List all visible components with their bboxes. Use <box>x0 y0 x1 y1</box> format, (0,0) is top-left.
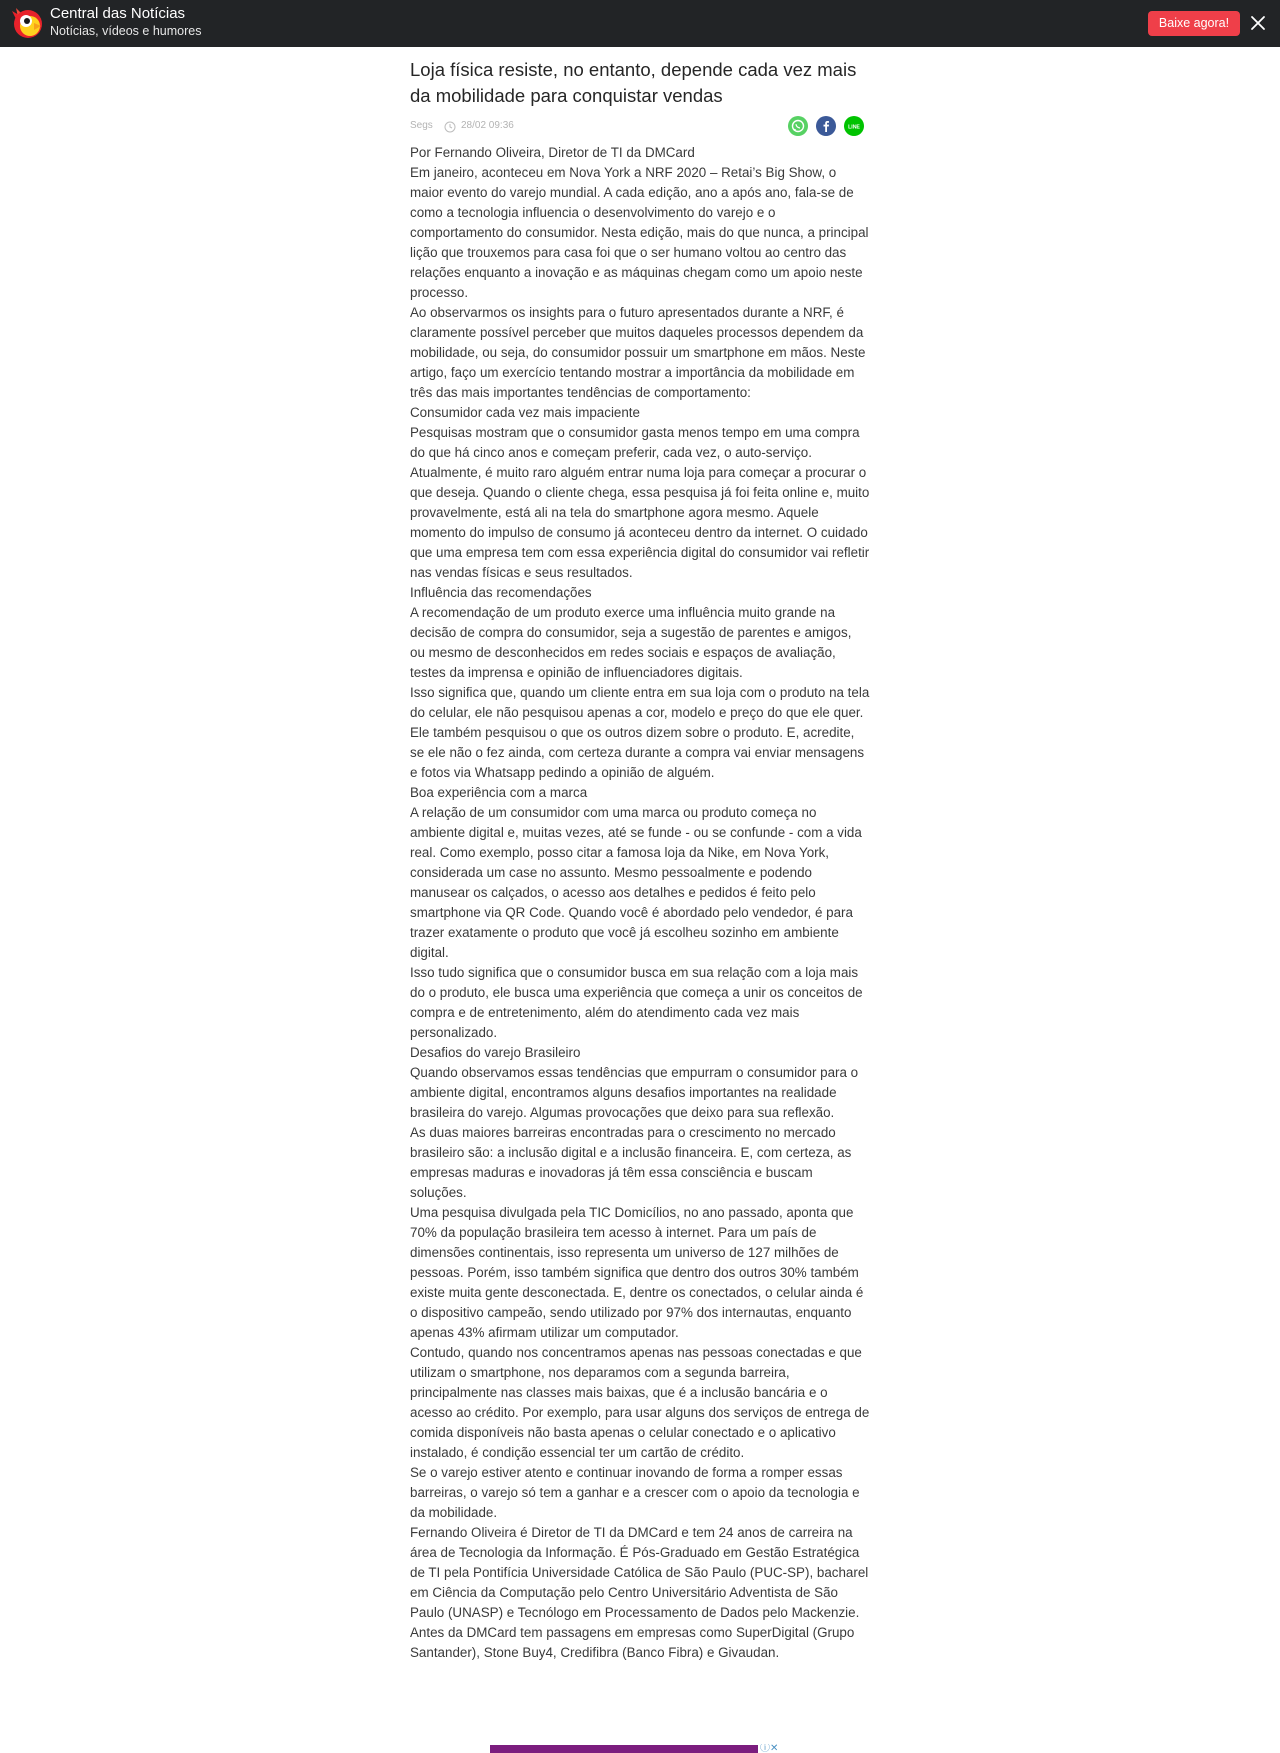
article-paragraph: A relação de um consumidor com uma marca ou produto começa no ambiente digital e, muitas vezes, até se funde - ou se confunde - com a vida real. Como exemplo, posso citar a famosa loja da Nike, em Nova York, considerada um case no assunto. Mesmo pessoalmente e podendo manusear os calçados, o acesso aos detalhes e pedidos é feito pelo smartphone via QR Code. Quando você é abordado pelo vendedor, é para trazer exatamente o produto que você já escolheu sozinho em ambiente digital. <box>410 805 862 960</box>
article-meta <box>410 114 870 138</box>
ad-banner[interactable] <box>490 1745 758 1753</box>
article-body <box>410 143 870 1663</box>
article-paragraph: Por Fernando Oliveira, Diretor de TI da DMCard <box>410 145 695 160</box>
article-paragraph: Pesquisas mostram que o consumidor gasta menos tempo em uma compra do que há cinco anos e começam preferir, cada vez, o auto-serviço. <box>410 425 860 460</box>
article-paragraph: Quando observamos essas tendências que empurram o consumidor para o ambiente digital, encontramos alguns desafios importantes na realidade brasileira do varejo. Algumas provocações que deixo para sua reflexão. <box>410 1065 859 1120</box>
app-banner <box>0 0 1280 47</box>
article-date: 28/02 09:36 <box>461 120 514 131</box>
article-paragraph: As duas maiores barreiras encontradas para o crescimento no mercado brasileiro são: a inclusão digital e a inclusão financeira. E, com certeza, as empresas maduras e inovadoras já têm essa consciência e buscam soluções. <box>410 1125 852 1200</box>
article-paragraph: Atualmente, é muito raro alguém entrar numa loja para começar a procurar o que deseja. Quando o cliente chega, essa pesquisa já foi feita online e, muito provavelmente, está ali na tela do smartphone agora mesmo. Aquele momento do impulso de consumo já aconteceu dentro da internet. O cuidado que uma empresa tem com essa experiência digital do consumidor vai refletir nas vendas físicas e seus resultados. <box>410 465 870 580</box>
app-tagline: Notícias, vídeos e humores <box>50 24 202 38</box>
article-subheading: Influência das recomendações <box>410 585 592 600</box>
line-icon[interactable] <box>844 116 864 136</box>
article-paragraph: Contudo, quando nos concentramos apenas nas pessoas conectadas e que utilizam o smartphone, nos deparamos com a segunda barreira, principalmente nas classes mais baixas, que é a inclusão bancária e o acesso ao crédito. Por exemplo, para usar alguns dos serviços de entrega de comida disponíveis não basta apenas o celular conectado e o aplicativo instalado, é condição essencial ter um cartão de crédito. <box>410 1345 870 1460</box>
article-title: Loja física resiste, no entanto, depende cada vez mais da mobilidade para conquistar vendas <box>410 59 857 106</box>
article-subheading: Boa experiência com a marca <box>410 785 588 800</box>
facebook-icon[interactable] <box>816 116 836 136</box>
article-paragraph: Isso significa que, quando um cliente entra em sua loja com o produto na tela do celular, ele não pesquisou apenas a cor, modelo e preço do que ele quer. Ele também pesquisou o que os outros dizem sobre o produto. E, acredite, se ele não o fez ainda, com certeza durante a compra vai enviar mensagens e fotos via Whatsapp pedindo a opinião de alguém. <box>410 685 870 780</box>
ad-close-button[interactable]: ⓘ✕ <box>760 1744 779 1753</box>
whatsapp-icon[interactable] <box>788 116 808 136</box>
article-paragraph: Uma pesquisa divulgada pela TIC Domicílios, no ano passado, aponta que 70% da população brasileira tem acesso à internet. Para um país de dimensões continentais, isso representa um universo de 127 milhões de pessoas. Porém, isso também significa que dentro dos outros 30% também existe muita gente desconectada. E, dentre os conectados, o celular ainda é o dispositivo campeão, sendo utilizado por 97% dos internautas, enquanto apenas 43% afirmam utilizar um computador. <box>410 1205 864 1340</box>
parrot-logo-icon[interactable] <box>10 5 44 39</box>
article-paragraph: Isso tudo significa que o consumidor busca em sua relação com a loja mais do o produto, ele busca uma experiência que começa a unir os conceitos de compra e de entretenimento, além do atendimento cada vez mais personalizado. <box>410 965 863 1040</box>
article-subheading: Desafios do varejo Brasileiro <box>410 1045 581 1060</box>
app-name: Central das Notícias <box>50 5 186 22</box>
download-app-button[interactable]: Baixe agora! <box>1148 11 1240 36</box>
clock-icon <box>444 120 456 132</box>
line-icon-label: LINE <box>848 124 860 131</box>
article <box>410 47 870 1663</box>
article-paragraph: Se o varejo estiver atento e continuar inovando de forma a romper essas barreiras, o varejo só tem a ganhar e a crescer com o apoio da tecnologia e da mobilidade. <box>410 1465 860 1520</box>
close-icon[interactable] <box>1247 12 1269 34</box>
article-paragraph: A recomendação de um produto exerce uma influência muito grande na decisão de compra do consumidor, seja a sugestão de parentes e amigos, ou mesmo de desconhecidos em redes sociais e espaços de avaliação, testes da imprensa e opinião de influenciadores digitais. <box>410 605 852 680</box>
article-paragraph: Fernando Oliveira é Diretor de TI da DMCard e tem 24 anos de carreira na área de Tecnologia da Informação. É Pós-Graduado em Gestão Estratégica de TI pela Pontifícia Universidade Católica de São Paulo (PUC-SP), bacharel em Ciência da Computação pelo Centro Universitário Adventista de São Paulo (UNASP) e Tecnólogo em Processamento de Dados pelo Mackenzie. Antes da DMCard tem passagens em empresas como SuperDigital (Grupo Santander), Stone Buy4, Credifibra (Banco Fibra) e Givaudan. <box>410 1525 869 1660</box>
article-subheading: Consumidor cada vez mais impaciente <box>410 405 640 420</box>
article-paragraph: Ao observarmos os insights para o futuro apresentados durante a NRF, é claramente possível perceber que muitos daqueles processos dependem da mobilidade, ou seja, do consumidor possuir um smartphone em mãos. Neste artigo, faço um exercício tentando mostrar a importância da mobilidade em três das mais importantes tendências de comportamento: <box>410 305 866 400</box>
article-paragraph: Em janeiro, aconteceu em Nova York a NRF 2020 – Retai’s Big Show, o maior evento do varejo mundial. A cada edição, ano a após ano, fala-se de como a tecnologia influencia o desenvolvimento do varejo e o comportamento do consumidor. Nesta edição, mais do que nunca, a principal lição que trouxemos para casa foi que o ser humano voltou ao centro das relações enquanto a inovação e as máquinas chegam como um apoio neste processo. <box>410 165 869 300</box>
article-source[interactable]: Segs <box>410 120 433 131</box>
